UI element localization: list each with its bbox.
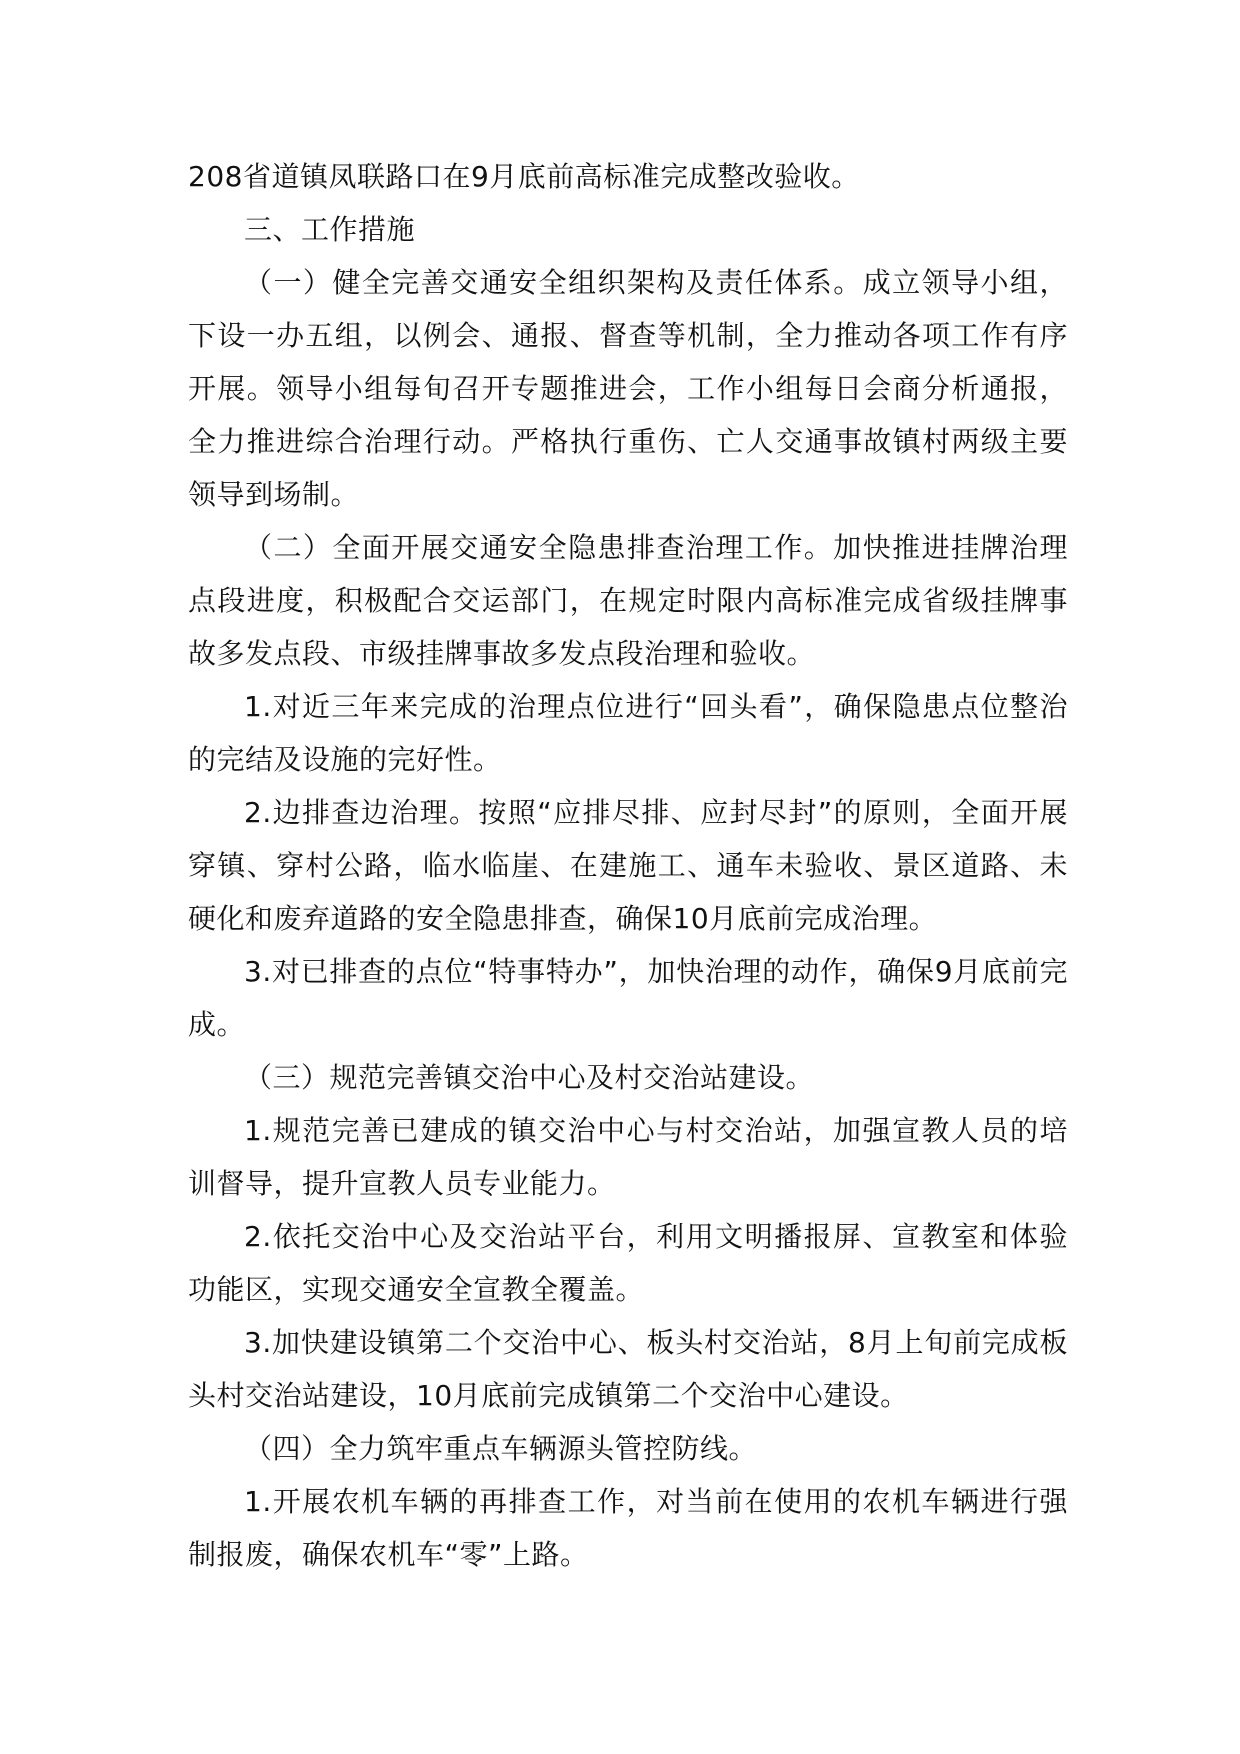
item-3-2: 2.依托交治中心及交治站平台，利用文明播报屏、宣教室和体验功能区，实现交通安全宣教全覆盖。 [188, 1220, 1068, 1306]
document-body [188, 150, 1068, 1581]
subsection-2-hazard-inspection: （二）全面开展交通安全隐患排查治理工作。加快推进挂牌治理点段进度，积极配合交运部门，在规定时限内高标准完成省级挂牌事故多发点段、市级挂牌事故多发点段治理和验收。 [188, 531, 1068, 670]
item-4-1: 1.开展农机车辆的再排查工作，对当前在使用的农机车辆进行强制报废，确保农机车“零”上路。 [188, 1485, 1068, 1571]
item-2-1: 1.对近三年来完成的治理点位进行“回头看”，确保隐患点位整治的完结及设施的完好性。 [188, 690, 1068, 776]
item-2-2: 2.边排查边治理。按照“应排尽排、应封尽封”的原则，全面开展穿镇、穿村公路，临水临崖、在建施工、通车未验收、景区道路、未硬化和废弃道路的安全隐患排查，确保10月底前完成治理。 [188, 796, 1068, 935]
subsection-1-organization: （一）健全完善交通安全组织架构及责任体系。成立领导小组，下设一办五组，以例会、通报、督查等机制，全力推动各项工作有序开展。领导小组每旬召开专题推进会，工作小组每日会商分析通报，全力推进综合治理行动。严格执行重伤、亡人交通事故镇村两级主要领导到场制。 [188, 266, 1068, 511]
section-heading-work-measures: 三、工作措施 [244, 213, 416, 246]
subsection-3-traffic-center: （三）规范完善镇交治中心及村交治站建设。 [244, 1061, 815, 1094]
item-3-3: 3.加快建设镇第二个交治中心、板头村交治站，8月上旬前完成板头村交治站建设，10月底前完成镇第二个交治中心建设。 [188, 1326, 1068, 1412]
subsection-4-vehicle-control: （四）全力筑牢重点车辆源头管控防线。 [244, 1432, 758, 1465]
item-3-1: 1.规范完善已建成的镇交治中心与村交治站，加强宣教人员的培训督导，提升宣教人员专业能力。 [188, 1114, 1068, 1200]
item-2-3: 3.对已排查的点位“特事特办”，加快治理的动作，确保9月底前完成。 [188, 955, 1068, 1041]
paragraph-continuation: 208省道镇凤联路口在9月底前高标准完成整改验收。 [188, 160, 860, 193]
